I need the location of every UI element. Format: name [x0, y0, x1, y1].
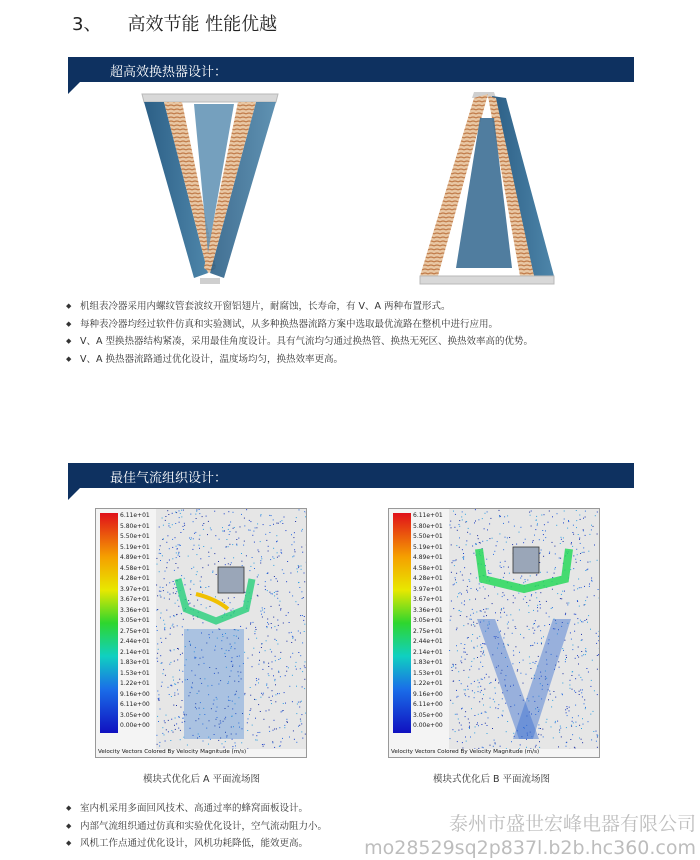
section-number: 3、: [72, 14, 102, 35]
scale-label: 3.67e+01: [120, 596, 150, 603]
scale-label: 1.53e+01: [120, 669, 150, 677]
list-item: ◆ 室内机采用多面回风技术、高通过率的蜂窝面板设计。: [66, 800, 327, 818]
cfd-plot-b: [388, 508, 600, 758]
scale-label: 6.11e+01: [120, 512, 150, 519]
scale-labels: [413, 511, 443, 732]
scale-label: 9.16e+00: [120, 690, 150, 698]
scale-label: 6.11e+00: [413, 701, 443, 708]
scale-label: 3.97e+01: [120, 585, 150, 593]
scale-label: 4.28e+01: [120, 575, 150, 582]
scale-label: 3.05e+01: [413, 617, 443, 624]
a-type-heat-exchanger-image: [416, 88, 556, 288]
scale-label: 2.75e+01: [413, 627, 443, 635]
watermark-url: mo28529sq2p837l.b2b.hc360.com: [364, 837, 696, 859]
scale-label: 6.11e+00: [120, 701, 150, 708]
scale-label: 2.44e+01: [120, 638, 150, 645]
scale-label: 3.36e+01: [413, 606, 443, 614]
exchanger-feature-list: [66, 298, 533, 368]
scale-label: 2.14e+01: [413, 648, 443, 656]
scale-label: 4.89e+01: [413, 554, 443, 561]
scale-label: 6.11e+01: [413, 512, 443, 519]
section-heading: 高效节能 性能优越: [127, 14, 278, 35]
scale-label: 0.00e+00: [120, 722, 150, 729]
list-item: ◆ V、A 型换热器结构紧凑，采用最佳角度设计。具有气流均匀通过换热管、换热无死区、换热效率高的优势。: [66, 333, 533, 351]
scale-label: 0.00e+00: [413, 722, 443, 729]
scale-label: 3.67e+01: [413, 596, 443, 603]
scale-label: 3.05e+01: [120, 617, 150, 624]
list-item: ◆ 每种表冷器均经过软件仿真和实验测试，从多种换热器流路方案中选取最优流路在整机中进行应用。: [66, 316, 533, 334]
list-item: ◆ 机组表冷器采用内螺纹管套波纹开窗铝翅片，耐腐蚀，长寿命，有 V、A 两种布置形式。: [66, 298, 533, 316]
scale-labels: [120, 511, 150, 732]
scale-label: 1.53e+01: [413, 669, 443, 677]
caption-a: 模块式优化后 A 平面流场图: [143, 774, 261, 785]
scale-label: 3.05e+00: [413, 711, 443, 719]
cfd-plot-a: [95, 508, 307, 758]
v-type-heat-exchanger-image: [138, 88, 282, 288]
scale-label: 2.14e+01: [120, 648, 150, 656]
caption-b: 模块式优化后 B 平面流场图: [433, 774, 551, 785]
scale-label: 1.83e+01: [120, 659, 150, 666]
scale-label: 5.19e+01: [413, 543, 443, 551]
list-item: ◆ 内部气流组织通过仿真和实验优化设计，空气流动阻力小。: [66, 818, 327, 836]
scale-label: 2.75e+01: [120, 627, 150, 635]
scale-label: 4.58e+01: [413, 564, 443, 572]
plot-footer: Velocity Vectors Colored By Velocity Magnitude (m/s): [391, 749, 540, 755]
velocity-color-scale: [100, 513, 118, 733]
scale-label: 1.22e+01: [413, 680, 443, 687]
section-bar-exchanger: [68, 57, 634, 82]
scale-label: 4.58e+01: [120, 564, 150, 572]
scale-label: 4.89e+01: [120, 554, 150, 561]
scale-label: 5.19e+01: [120, 543, 150, 551]
velocity-color-scale: [393, 513, 411, 733]
watermark: [364, 812, 696, 860]
section-title: [72, 10, 277, 36]
flow-field-a: [156, 509, 306, 749]
scale-label: 2.44e+01: [413, 638, 443, 645]
scale-label: 5.50e+01: [120, 533, 150, 540]
scale-label: 1.22e+01: [120, 680, 150, 687]
scale-label: 3.05e+00: [120, 711, 150, 719]
scale-label: 9.16e+00: [413, 690, 443, 698]
scale-label: 3.97e+01: [413, 585, 443, 593]
scale-label: 5.50e+01: [413, 533, 443, 540]
plot-footer: Velocity Vectors Colored By Velocity Magnitude (m/s): [98, 749, 247, 755]
watermark-company: 泰州市盛世宏峰电器有限公司: [448, 813, 696, 835]
list-item: ◆ V、A 换热器流路通过优化设计，温度场均匀，换热效率更高。: [66, 351, 533, 369]
scale-label: 4.28e+01: [413, 575, 443, 582]
scale-label: 1.83e+01: [413, 659, 443, 666]
flow-field-b: [449, 509, 599, 749]
list-item: ◆ 风机工作点通过优化设计，风机功耗降低，能效更高。: [66, 835, 327, 853]
airflow-feature-list: [66, 800, 327, 853]
bar-title: 超高效换热器设计：: [110, 65, 228, 80]
scale-label: 5.80e+01: [413, 522, 443, 530]
bar-title: 最佳气流组织设计：: [110, 471, 228, 486]
section-bar-airflow: [68, 463, 634, 488]
scale-label: 3.36e+01: [120, 606, 150, 614]
scale-label: 5.80e+01: [120, 522, 150, 530]
